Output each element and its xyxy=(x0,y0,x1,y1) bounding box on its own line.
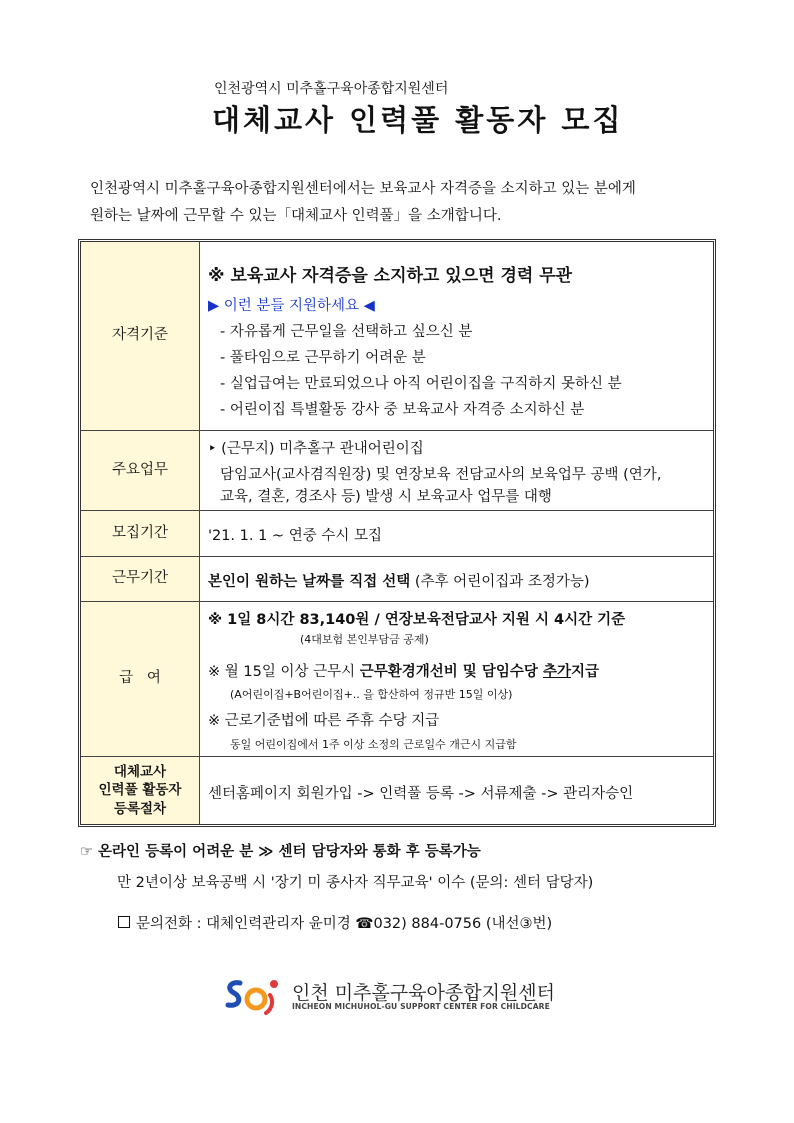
header-work-period: 근무기간 xyxy=(81,557,200,601)
pay-line-2-post: 지급 xyxy=(570,664,599,680)
work-period-rest: (추후 어린이집과 조정가능) xyxy=(410,574,590,590)
intro-line-2: 원하는 날짜에 근무할 수 있는「대체교사 인력풀」을 소개합니다. xyxy=(90,208,502,224)
header-registration-l3: 등록절차 xyxy=(113,800,167,817)
logo-mark-icon xyxy=(222,975,284,1017)
pay-line-3-note: 동일 어린이집에서 1주 이상 소정의 근로일수 개근시 지급함 xyxy=(230,738,517,751)
work-period-bold: 본인이 원하는 날짜를 직접 선택 xyxy=(208,574,411,590)
qualification-item: - 어린이집 특별활동 강사 중 보육교사 자격증 소지하신 분 xyxy=(220,402,585,418)
qualification-callout: ▶ 이런 분들 지원하세요 ◀ xyxy=(208,298,375,314)
header-recruit-period: 모집기간 xyxy=(81,511,200,556)
registration-steps: 센터홈페이지 회원가입 -> 인력풀 등록 -> 서류제출 -> 관리자승인 xyxy=(208,786,634,802)
pay-line-3: ※ 근로기준법에 따른 주휴 수당 지급 xyxy=(208,713,440,729)
qualification-item: - 풀타임으로 근무하기 어려운 분 xyxy=(220,350,426,366)
row-duties xyxy=(81,431,713,511)
header-registration xyxy=(81,757,200,824)
header-qualification: 자격기준 xyxy=(81,242,200,430)
training-note: 만 2년이상 보육공백 시 '장기 미 종사자 직무교육' 이수 (문의: 센터 담당자) xyxy=(117,875,594,891)
row-pay xyxy=(81,602,713,757)
header-pay: 급 여 xyxy=(81,602,200,756)
page-title: 대체교사 인력풀 활동자 모집 xyxy=(212,103,624,137)
intro-line-1: 인천광역시 미추홀구육아종합지원센터에서는 보육교사 자격증을 소지하고 있는 분에게 xyxy=(90,181,636,197)
pay-line-1-note: (4대보험 본인부담금 공제) xyxy=(300,633,429,646)
header-duties: 주요업무 xyxy=(81,431,200,510)
checkbox-icon xyxy=(118,916,130,928)
row-work-period xyxy=(81,557,713,602)
organization-name: 인천광역시 미추홀구육아종합지원센터 xyxy=(214,81,449,97)
logo-name-korean: 인천 미추홀구육아종합지원센터 xyxy=(292,982,555,1004)
pay-line-2-note: (A어린이집+B어린이집+.. 을 합산하여 정규반 15일 이상) xyxy=(230,688,513,701)
contact-text: 문의전화 : 대체인력관리자 윤미경 ☎032) 884-0756 (내선③번) xyxy=(136,916,553,932)
header-registration-l2: 인력풀 활동자 xyxy=(98,782,182,799)
qualification-item: - 자유롭게 근무일을 선택하고 싶으신 분 xyxy=(220,324,473,340)
qualification-item: - 실업급여는 만료되었으나 아직 어린이집을 구직하지 못하신 분 xyxy=(220,376,622,392)
work-period-text xyxy=(208,570,590,591)
online-note: ☞ 온라인 등록이 어려운 분 ≫ 센터 담당자와 통화 후 등록가능 xyxy=(80,844,481,860)
row-qualification xyxy=(81,242,713,431)
header-registration-l1: 대체교사 xyxy=(113,764,167,781)
pay-line-2 xyxy=(208,660,599,681)
pay-line-1: ※ 1일 8시간 83,140원 / 연장보육전담교사 지원 시 4시간 기준 xyxy=(208,612,626,628)
center-logo xyxy=(222,975,555,1017)
row-registration xyxy=(81,757,713,824)
contact-info xyxy=(118,912,552,933)
row-recruit-period xyxy=(81,511,713,557)
duties-line-2: 담임교사(교사겸직원장) 및 연장보육 전담교사의 보육업무 공백 (연가, xyxy=(220,467,662,483)
duties-line-3: 교육, 결혼, 경조사 등) 발생 시 보육교사 업무를 대행 xyxy=(220,489,552,505)
recruitment-table xyxy=(78,239,716,827)
pay-line-2-bold: 근무환경개선비 및 담임수당 xyxy=(359,664,543,680)
pay-line-2-pre: ※ 월 15일 이상 근무시 xyxy=(208,664,360,680)
qualification-headline: ※ 보육교사 자격증을 소지하고 있으면 경력 무관 xyxy=(208,266,573,286)
recruit-period-text: '21. 1. 1 ~ 연중 수시 모집 xyxy=(208,528,382,544)
logo-name-english: INCHEON MICHUHOL-GU SUPPORT CENTER FOR CHILDCARE xyxy=(292,1002,550,1011)
pay-line-2-underline: 추가 xyxy=(542,664,571,680)
duties-line-1: ‣ (근무지) 미추홀구 관내어린이집 xyxy=(208,441,424,457)
